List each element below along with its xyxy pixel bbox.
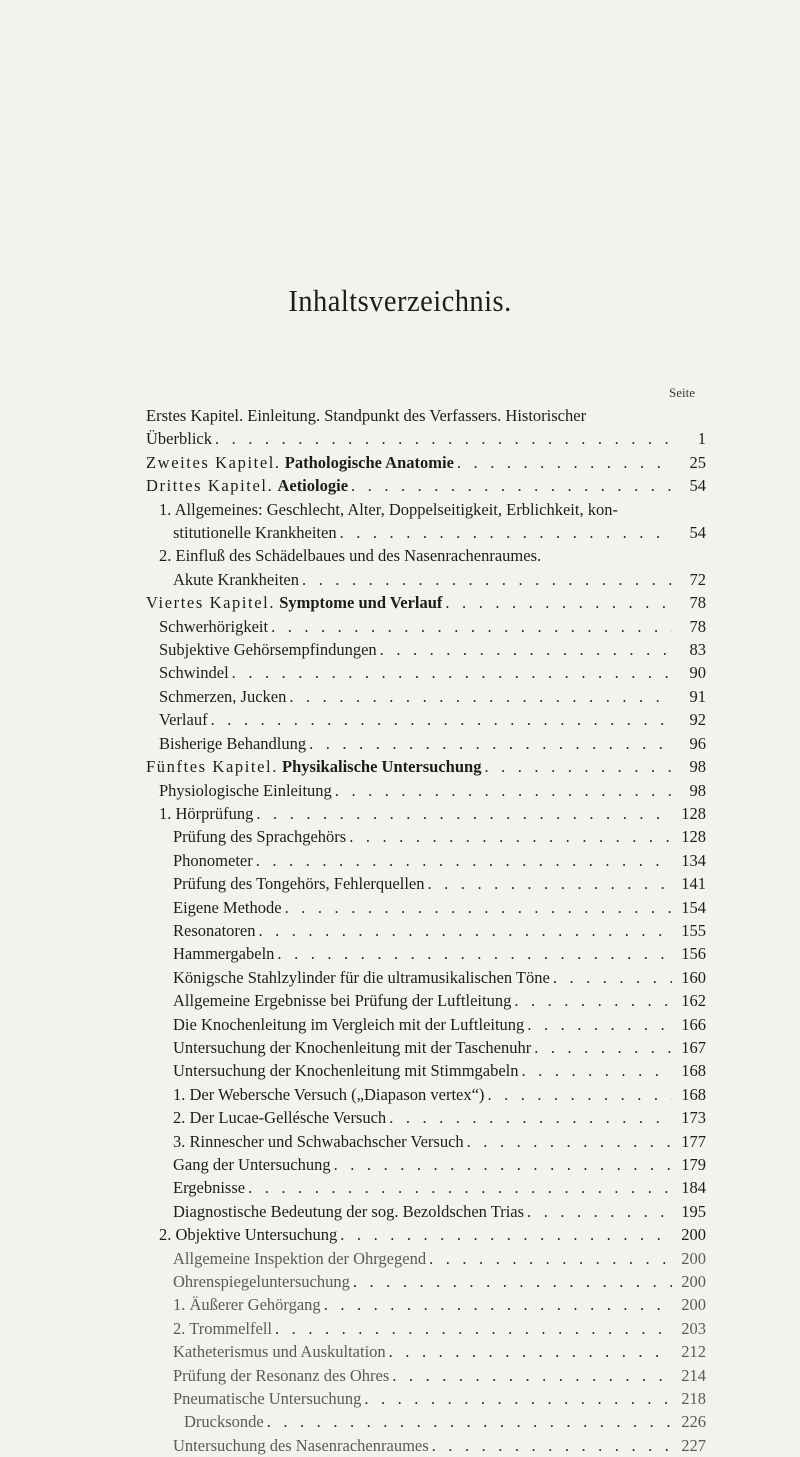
entry-title: Katheterismus und Auskultation xyxy=(173,1342,386,1362)
entry-title: 1. Äußerer Gehörgang xyxy=(173,1295,321,1315)
toc-entry-trommelfell[interactable] xyxy=(146,1317,706,1340)
entry-title: 2. Objektive Untersuchung xyxy=(159,1225,338,1245)
page-number: 128 xyxy=(681,827,706,847)
toc-entry-physiologische-einleitung[interactable] xyxy=(146,779,706,802)
entry-title: Ohrenspiegeluntersuchung xyxy=(173,1272,350,1292)
section-prefix: 1. Allgemeines: xyxy=(159,499,263,519)
toc-entry-chapter-3[interactable] xyxy=(146,474,706,497)
page-number: 72 xyxy=(689,569,706,589)
toc-entry-schaedelbau[interactable] xyxy=(146,544,706,591)
page-number: 98 xyxy=(689,780,706,800)
toc-entry-ohrenspiegel[interactable] xyxy=(146,1270,706,1293)
toc-entry-stahlzylinder[interactable] xyxy=(146,966,706,989)
entry-title: Untersuchung der Knochenleitung mit der Taschenuhr xyxy=(173,1037,532,1057)
toc-entry-weber[interactable] xyxy=(146,1083,706,1106)
entry-title: 2. Der Lucae-Gellésche Versuch xyxy=(173,1108,387,1128)
toc-entry-resonanz[interactable] xyxy=(146,1364,706,1387)
toc-entry-luftleitung[interactable] xyxy=(146,989,706,1012)
page-number: 134 xyxy=(681,850,706,870)
entry-title: Drucksonde xyxy=(184,1412,264,1432)
entry-title: Phonometer xyxy=(173,850,253,870)
chapter-title-cont: Überblick xyxy=(146,429,212,449)
entry-title: Untersuchung des Nasenrachenraumes xyxy=(173,1435,429,1455)
toc-entry-resonatoren[interactable] xyxy=(146,919,706,942)
page-number: 91 xyxy=(689,686,706,706)
toc-entry-behandlung[interactable] xyxy=(146,732,706,755)
entry-title: Verlauf xyxy=(159,710,208,730)
page-number: 179 xyxy=(681,1155,706,1174)
toc-entry-knochenleitung-vergleich[interactable] xyxy=(146,1013,706,1036)
chapter-title: Symptome und Verlauf xyxy=(279,593,443,613)
entry-title: Allgemeine Inspektion der Ohrgegend xyxy=(173,1248,427,1268)
toc-entry-chapter-4[interactable] xyxy=(146,591,706,614)
toc-entry-stimmgabeln[interactable] xyxy=(146,1059,706,1082)
entry-title: Untersuchung der Knochenleitung mit Stimmgabeln xyxy=(173,1061,519,1081)
chapter-title: Aetiologie xyxy=(277,476,349,496)
toc-entry-hoerpruefung[interactable] xyxy=(146,802,706,825)
page-number: 212 xyxy=(681,1342,706,1362)
toc-entry-rinne-schwabach[interactable] xyxy=(146,1130,706,1153)
page-number: 200 xyxy=(681,1225,706,1245)
toc-entry-sprachgehoer[interactable] xyxy=(146,825,706,848)
toc-entry-allgemeines[interactable] xyxy=(146,498,706,545)
page-number: 218 xyxy=(681,1389,706,1409)
table-of-contents xyxy=(146,404,706,1457)
toc-entry-gang[interactable] xyxy=(146,1153,706,1176)
entry-title: 1. Der Webersche Versuch („Diapason vertex“) xyxy=(173,1084,485,1104)
page-number: 200 xyxy=(681,1248,706,1268)
page-number: 200 xyxy=(681,1272,706,1292)
toc-entry-verlauf[interactable] xyxy=(146,708,706,731)
toc-entry-lucae-gelle[interactable] xyxy=(146,1106,706,1129)
page-number: 92 xyxy=(689,710,706,730)
entry-title: Prüfung des Sprachgehörs xyxy=(173,827,347,847)
entry-title: Physiologische Einleitung xyxy=(159,780,332,800)
page-number: 168 xyxy=(681,1061,706,1081)
entry-title: Diagnostische Bedeutung der sog. Bezoldschen Trias xyxy=(173,1201,525,1221)
page-number: 54 xyxy=(689,476,706,496)
entry-title: Schwerhörigkeit xyxy=(159,616,269,636)
page-number: 128 xyxy=(681,803,706,823)
entry-title: Eigene Methode xyxy=(173,897,282,917)
page-number: 154 xyxy=(681,897,706,917)
entry-title: Ergebnisse xyxy=(173,1178,246,1198)
entry-title: Pneumatische Untersuchung xyxy=(173,1389,362,1409)
toc-entry-bezold[interactable] xyxy=(146,1200,706,1223)
toc-entry-phonometer[interactable] xyxy=(146,849,706,872)
toc-entry-tongehoer[interactable] xyxy=(146,872,706,895)
page-number: 184 xyxy=(681,1178,706,1198)
toc-entry-drucksonde[interactable] xyxy=(146,1410,706,1433)
page-number: 1 xyxy=(697,429,706,449)
page-number: 167 xyxy=(681,1037,706,1057)
page-number: 173 xyxy=(681,1108,706,1128)
page-number: 98 xyxy=(689,757,706,777)
page-number: 168 xyxy=(681,1084,706,1104)
chapter-prefix: Fünftes Kapitel. xyxy=(146,757,278,777)
entry-title: Bisherige Behandlung xyxy=(159,733,307,753)
page-title: Inhaltsverzeichnis. xyxy=(288,283,512,318)
chapter-prefix: Viertes Kapitel. xyxy=(146,593,276,613)
chapter-prefix: Drittes Kapitel. xyxy=(146,476,274,496)
entry-title: 1. Hörprüfung xyxy=(159,803,254,823)
entry-title: Prüfung der Resonanz des Ohres xyxy=(173,1365,390,1385)
page-number: 162 xyxy=(681,991,706,1011)
chapter-prefix: Erstes Kapitel. xyxy=(146,406,244,425)
toc-entry-schmerzen[interactable] xyxy=(146,685,706,708)
section-prefix: 2. Einfluß des Schädelbaues und des Nasenrachenraumes. xyxy=(159,546,542,566)
entry-title: 3. Rinnescher und Schwabachscher Versuch xyxy=(173,1131,464,1151)
entry-title: Subjektive Gehörsempfindungen xyxy=(159,640,377,660)
page-number: 141 xyxy=(681,874,706,894)
page-number: 227 xyxy=(681,1435,706,1455)
page-number: 83 xyxy=(689,640,706,660)
page-number: 156 xyxy=(681,944,706,964)
chapter-title: Pathologische Anatomie xyxy=(284,452,454,472)
toc-entry-taschenuhr[interactable] xyxy=(146,1036,706,1059)
toc-entry-gehoersempfindungen[interactable] xyxy=(146,638,706,661)
page-number: 25 xyxy=(689,452,706,472)
toc-entry-eigene-methode[interactable] xyxy=(146,896,706,919)
entry-title: Resonatoren xyxy=(173,920,256,940)
toc-entry-katheterismus[interactable] xyxy=(146,1340,706,1363)
entry-title: Schwindel xyxy=(159,663,229,683)
toc-entry-gehoergang[interactable] xyxy=(146,1293,706,1316)
entry-title: Gang der Untersuchung xyxy=(173,1155,331,1174)
page-number: 96 xyxy=(689,733,706,753)
toc-entry-chapter-1[interactable] xyxy=(146,404,706,451)
toc-entry-objektive-untersuchung[interactable] xyxy=(146,1223,706,1246)
page-number: 166 xyxy=(681,1014,706,1034)
section-title-cont: Akute Krankheiten xyxy=(173,569,299,589)
page-number: 160 xyxy=(681,967,706,987)
chapter-title: Einleitung. Standpunkt des Verfassers. Historischer xyxy=(247,406,587,425)
page-number: 54 xyxy=(689,523,706,543)
toc-entry-ergebnisse[interactable] xyxy=(146,1176,706,1199)
page-number: 200 xyxy=(681,1295,706,1315)
page-number: 203 xyxy=(681,1318,706,1338)
section-title: Geschlecht, Alter, Doppelseitigkeit, Erblichkeit, kon- xyxy=(266,499,618,519)
toc-entry-chapter-2[interactable] xyxy=(146,451,706,474)
toc-entry-nasenrachenraum[interactable] xyxy=(146,1434,706,1457)
entry-title: Allgemeine Ergebnisse bei Prüfung der Luftleitung xyxy=(173,991,512,1011)
page-number: 78 xyxy=(689,593,706,613)
entry-title: Prüfung des Tongehörs, Fehlerquellen xyxy=(173,874,425,894)
toc-entry-inspektion[interactable] xyxy=(146,1247,706,1270)
entry-title: 2. Trommelfell xyxy=(173,1318,273,1338)
toc-entry-pneumatische[interactable] xyxy=(146,1387,706,1410)
chapter-prefix: Zweites Kapitel. xyxy=(146,452,281,472)
page-number: 214 xyxy=(681,1365,706,1385)
page-number: 155 xyxy=(681,920,706,940)
page-number: 90 xyxy=(689,663,706,683)
chapter-title: Physikalische Untersuchung xyxy=(282,757,482,777)
entry-title: Schmerzen, Jucken xyxy=(159,686,287,706)
section-title-cont: stitutionelle Krankheiten xyxy=(173,523,337,543)
entry-title: Die Knochenleitung im Vergleich mit der Luftleitung xyxy=(173,1014,525,1034)
page-number: 226 xyxy=(681,1412,706,1432)
toc-entry-hammergabeln[interactable] xyxy=(146,942,706,965)
toc-entry-chapter-5[interactable] xyxy=(146,755,706,778)
page-number: 195 xyxy=(681,1201,706,1221)
page-number: 177 xyxy=(681,1131,706,1151)
toc-entry-schwerhoerigkeit[interactable] xyxy=(146,615,706,638)
page-number: 78 xyxy=(689,616,706,636)
page-column-label: Seite xyxy=(669,385,695,400)
entry-title: Hammergabeln xyxy=(173,944,275,964)
entry-title: Königsche Stahlzylinder für die ultramusikalischen Töne xyxy=(173,967,550,987)
toc-entry-schwindel[interactable] xyxy=(146,661,706,684)
